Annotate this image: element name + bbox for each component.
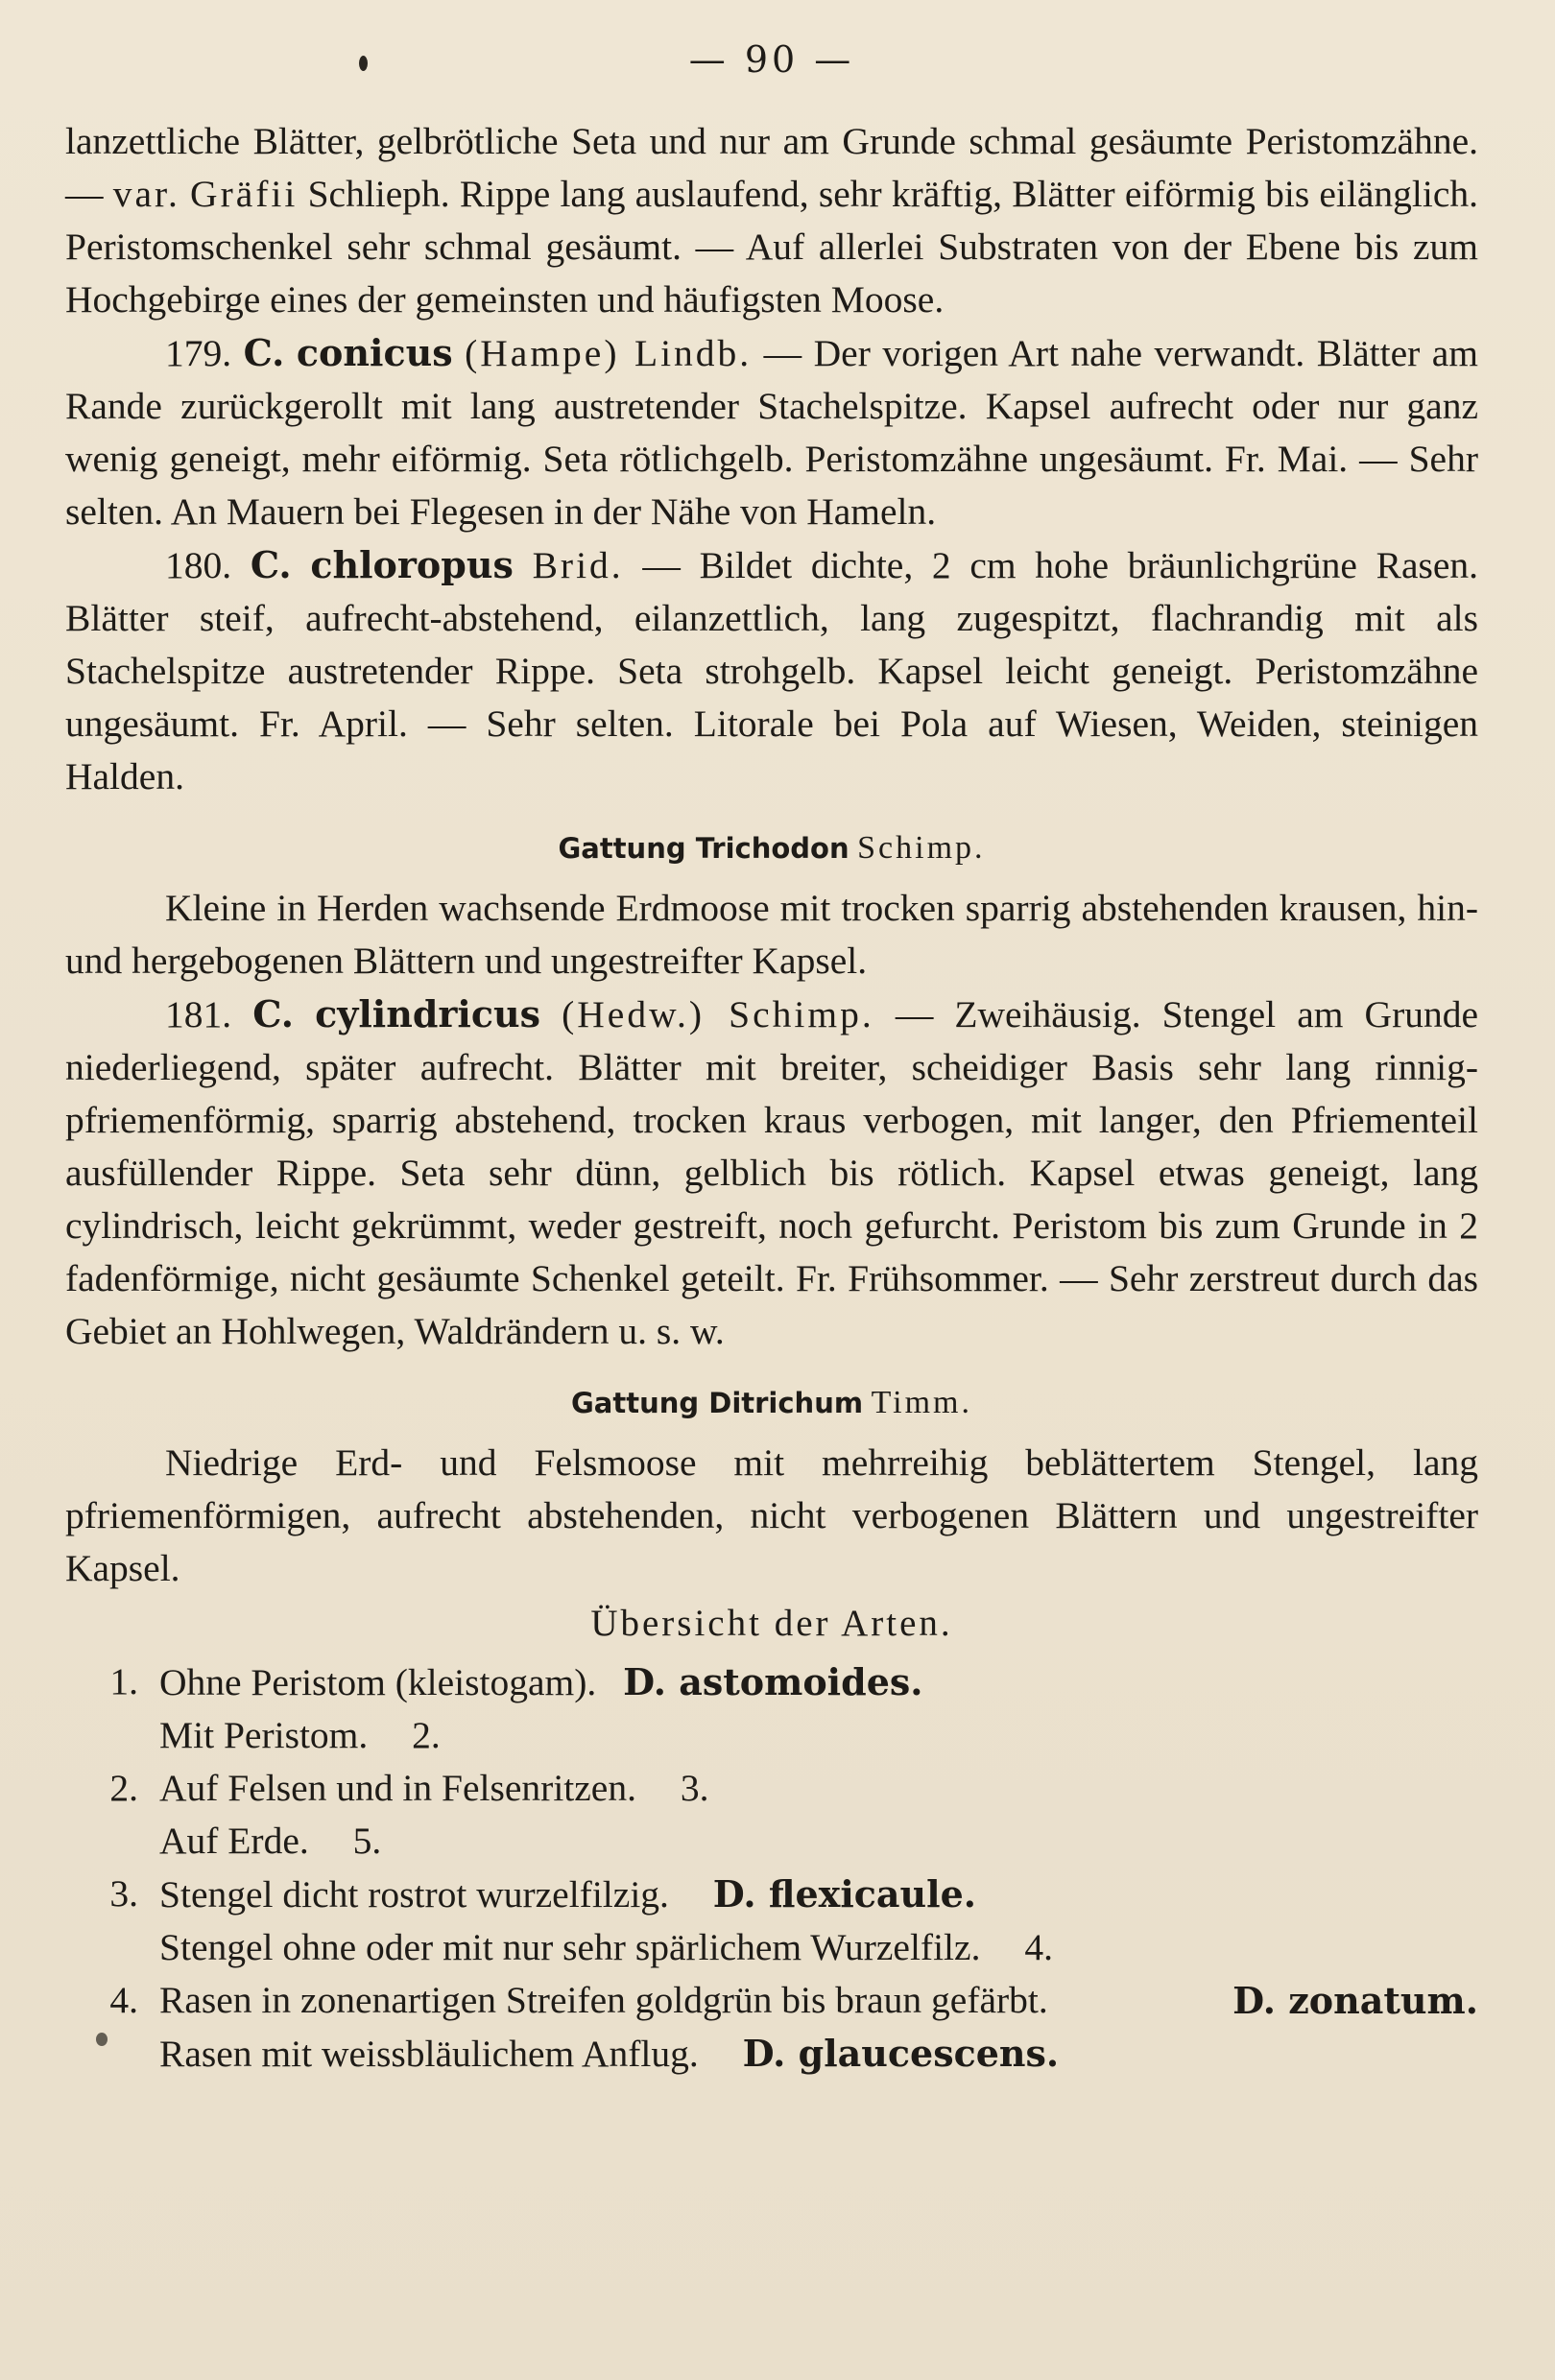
key-reference: 3. bbox=[680, 1767, 709, 1809]
variety-name: Gräfii bbox=[190, 173, 299, 215]
species-genus-abbr: C. bbox=[250, 543, 292, 586]
key-reference: 5. bbox=[352, 1820, 382, 1862]
ink-speck bbox=[96, 2033, 108, 2046]
key-row bbox=[65, 1921, 1478, 1974]
species-description: — Der vorigen Art nahe verwandt. Blätter am Rande zurückgerollt mit lang austretender Stachelspitze. Kapsel aufrecht oder nur ganz wenig geneigt, mehr eiförmig. Seta rötlichgelb. Peristomzähne ungesäumt. Fr. Mai. — Sehr selten. An Mauern bei Flegesen in der Nähe von Hameln. bbox=[65, 332, 1479, 533]
key-text bbox=[159, 1762, 1478, 1815]
genus-heading-trichodon bbox=[65, 830, 1478, 867]
species-genus-abbr: C. bbox=[252, 992, 295, 1035]
key-number: 2. bbox=[109, 1767, 138, 1809]
ink-speck bbox=[359, 56, 368, 71]
species-epithet: chloropus bbox=[310, 543, 514, 586]
species-number: 179. bbox=[165, 332, 232, 374]
key-text bbox=[159, 2027, 1478, 2081]
genus-heading-ditrichum bbox=[65, 1385, 1478, 1421]
key-text bbox=[159, 1868, 1478, 1921]
species-epithet: cylindricus bbox=[315, 992, 541, 1035]
key-row bbox=[65, 1762, 1478, 1815]
key-species-name: D. flexicaule. bbox=[712, 1872, 976, 1916]
species-author: (Hedw.) Schimp. bbox=[562, 993, 874, 1035]
key-number: 4. bbox=[109, 1979, 138, 2021]
key-text bbox=[159, 1655, 1478, 1709]
genus-description-ditrichum: Niedrige Erd- und Felsmoose mit mehrreihig beblättertem Stengel, lang pfriemenförmigen, aufrecht abstehenden, nicht verbogenen Blättern und ungestreifter Kapsel. bbox=[65, 1441, 1478, 1589]
key-species-name: D. zonatum. bbox=[1232, 1979, 1478, 2022]
key-row bbox=[65, 2027, 1478, 2081]
key-text bbox=[159, 1815, 1478, 1868]
overview-title: Übersicht der Arten. bbox=[590, 1603, 953, 1644]
genus-heading-author: Timm. bbox=[871, 1385, 972, 1420]
key-reference: 4. bbox=[1024, 1926, 1053, 1968]
species-180-entry bbox=[65, 538, 1478, 803]
key-couplet-text: Stengel ohne oder mit nur sehr spärlichem Wurzelfilz. bbox=[159, 1926, 981, 1968]
key-number: 3. bbox=[109, 1872, 138, 1915]
intro-text-continued: Rippe lang auslaufend, sehr kräftig, Blätter eiförmig bis eilänglich. Peristomschenkel sehr schmal gesäumt. — Auf allerlei Substraten von der Ebene bis zum Hochgebirge eines der gemeinsten und häufigsten Moose. bbox=[65, 173, 1479, 321]
key-couplet-text: Mit Peristom. bbox=[159, 1714, 369, 1756]
key-row bbox=[65, 1815, 1478, 1868]
key-couplet-text: Stengel dicht rostrot wurzelfilzig. bbox=[159, 1873, 669, 1916]
key-couplet-text: Auf Erde. bbox=[159, 1820, 309, 1862]
species-179-entry bbox=[65, 326, 1478, 538]
variety-label: var. bbox=[112, 173, 180, 215]
key-number: 1. bbox=[109, 1660, 138, 1702]
key-text bbox=[159, 1974, 1478, 2027]
key-couplet-text: Rasen in zonenartigen Streifen goldgrün bis braun gefärbt. bbox=[159, 1979, 1048, 2021]
species-number: 180. bbox=[165, 544, 232, 586]
genus-heading-author: Schimp. bbox=[857, 830, 986, 866]
intro-paragraph bbox=[65, 115, 1478, 326]
identification-key bbox=[65, 1655, 1478, 2081]
species-description: — Zweihäusig. Stengel am Grunde niederliegend, später aufrecht. Blätter mit breiter, scheidiger Basis sehr lang rinnig-pfriemenförmig, sparrig abstehend, trocken kraus verbogen, mit langer, den Pfriementeil ausfüllender Rippe. Seta sehr dünn, gelblich bis rötlich. Kapsel etwas geneigt, lang cylindrisch, leicht gekrümmt, weder gestreift, noch gefurcht. Peristom bis zum Grunde in 2 fadenförmige, nicht gesäumte Schenkel geteilt. Fr. Frühsommer. — Sehr zerstreut durch das Gebiet an Hohlwegen, Waldrändern u. s. w. bbox=[65, 993, 1479, 1352]
variety-author: Schlieph. bbox=[307, 173, 450, 215]
species-description: — Bildet dichte, 2 cm hohe bräunlichgrüne Rasen. Blätter steif, aufrecht-abstehend, eilanzettlich, lang zugespitzt, flachrandig mit als Stachelspitze austretender Rippe. Seta strohgelb. Kapsel leicht geneigt. Peristomzähne ungesäumt. Fr. April. — Sehr selten. Litorale bei Pola auf Wiesen, Weiden, steinigen Halden. bbox=[65, 544, 1478, 797]
genus-heading-label: Gattung Trichodon bbox=[558, 832, 849, 865]
genus-heading-label: Gattung Ditrichum bbox=[571, 1387, 864, 1419]
species-181-entry bbox=[65, 988, 1478, 1358]
species-number: 181. bbox=[165, 993, 232, 1035]
key-row bbox=[65, 1709, 1478, 1762]
species-genus-abbr: C. bbox=[243, 331, 285, 374]
genus-description-trichodon: Kleine in Herden wachsende Erdmoose mit trocken sparrig abstehenden krausen, hin- und hergebogenen Blättern und ungestreifter Kapsel. bbox=[65, 887, 1478, 982]
species-author: (Hampe) Lindb. bbox=[465, 332, 753, 374]
key-species-name: D. astomoides. bbox=[623, 1660, 923, 1703]
key-couplet-text: Ohne Peristom (kleistogam). bbox=[159, 1661, 597, 1703]
intro-text: lanzettliche Blätter, gelbrötliche Seta und nur am Grunde schmal gesäumte Peristomzähne. — bbox=[65, 120, 1478, 215]
key-text bbox=[159, 1709, 1478, 1762]
page-number: — 90 — bbox=[688, 38, 855, 81]
key-species-name: D. glaucescens. bbox=[742, 2032, 1060, 2075]
key-row bbox=[65, 1974, 1478, 2027]
key-text bbox=[159, 1921, 1478, 1974]
key-row bbox=[65, 1655, 1478, 1709]
key-couplet-text: Auf Felsen und in Felsenritzen. bbox=[159, 1767, 636, 1809]
species-epithet: conicus bbox=[296, 331, 453, 374]
key-row bbox=[65, 1868, 1478, 1921]
species-author: Brid. bbox=[532, 544, 624, 586]
key-reference: 2. bbox=[412, 1714, 441, 1756]
key-couplet-text: Rasen mit weissbläulichem Anflug. bbox=[159, 2033, 699, 2075]
